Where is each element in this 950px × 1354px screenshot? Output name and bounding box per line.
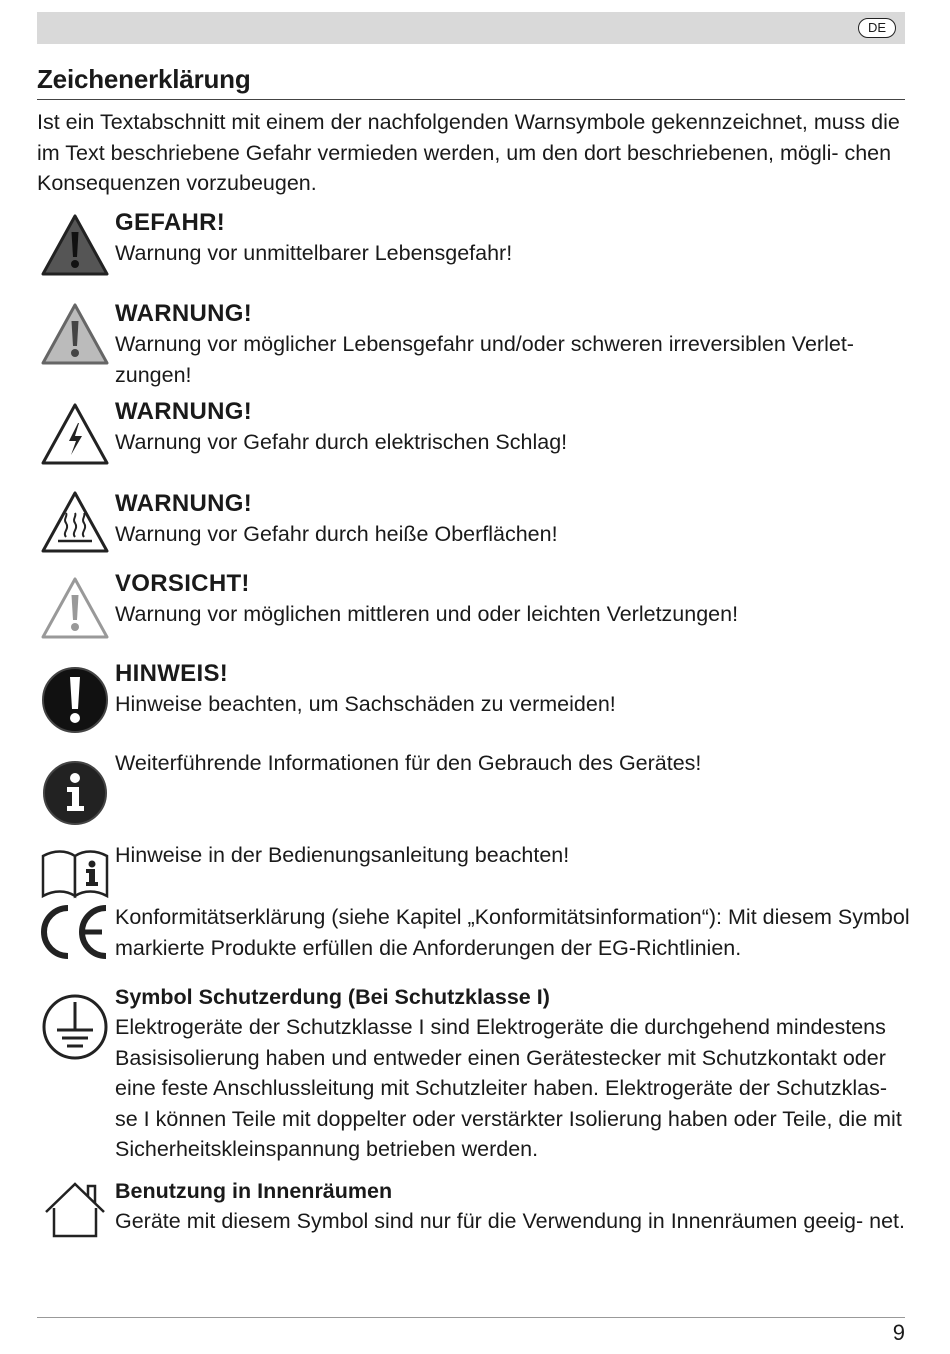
entry-text: Geräte mit diesem Symbol sind nur für die Verwendung in Innenräumen geeig- net. [115,1209,905,1233]
footer-divider [37,1317,905,1318]
entry-text: Warnung vor möglicher Lebensgefahr und/oder schweren irreversiblen Verlet- zungen! [115,332,854,387]
entry-text: Warnung vor Gefahr durch heiße Oberflächen! [115,522,558,546]
entry-text: Warnung vor Gefahr durch elektrischen Schlag! [115,430,568,454]
ce-mark-icon [40,902,110,972]
entry-text: Weiterführende Informationen für den Gebrauch des Gerätes! [115,751,702,775]
entry-text: Hinweise in der Bedienungsanleitung beachten! [115,843,570,867]
entry-heading: HINWEIS! [115,660,229,687]
entry-heading: GEFAHR! [115,209,226,236]
entry-text: Warnung vor möglichen mittleren und oder leichten Verletzungen! [115,602,739,626]
language-badge: DE [858,18,896,38]
danger-triangle-icon [40,212,110,282]
exclamation-circle-icon [40,665,110,735]
entry-text: Hinweise beachten, um Sachschäden zu vermeiden! [115,692,616,716]
electric-shock-icon [40,401,110,471]
section-title: Zeichenerklärung [37,64,905,100]
hot-surface-icon [40,489,110,559]
entry-heading: Symbol Schutzerdung (Bei Schutzklasse I) [115,985,550,1009]
entry-heading: WARNUNG! [115,300,253,327]
entry-heading: Benutzung in Innenräumen [115,1179,393,1203]
indoor-house-icon [40,1178,110,1248]
info-circle-icon [40,758,110,828]
protective-earth-icon [40,992,110,1062]
entry-text: Konformitätserklärung (siehe Kapitel „Konformitätsinformation“): Mit diesem Symbol markierte Produkte erfüllen die Anforderungen der EG-Richtlinien. [115,905,910,960]
entry-text: Warnung vor unmittelbarer Lebensgefahr! [115,241,513,265]
intro-paragraph: Ist ein Textabschnitt mit einem der nachfolgenden Warnsymbole gekennzeichnet, muss die im Text beschriebene Gefahr vermieden werden, um den dort beschriebenen, mögli- chen Konsequenzen vorzubeugen. [37,110,900,195]
entry-text: Elektrogeräte der Schutzklasse I sind Elektrogeräte die durchgehend mindestens Basisisolierung haben und entweder einen Gerätestecker mit Schutzkontakt oder eine feste Anschlussleitung mit Schutzleiter haben. Elektrogeräte der Schutzklas- se I können Teile mit doppelter oder verstärkter Isolierung haben oder Teile, die mit Sicherheitskleinspannung betrieben werden. [115,1015,902,1161]
entry-heading: VORSICHT! [115,570,250,597]
entry-heading: WARNUNG! [115,490,253,517]
caution-triangle-icon [40,575,110,645]
warning-triangle-icon [40,301,110,371]
header-bar [37,12,905,44]
page-number: 9 [892,1320,905,1345]
entry-heading: WARNUNG! [115,398,253,425]
